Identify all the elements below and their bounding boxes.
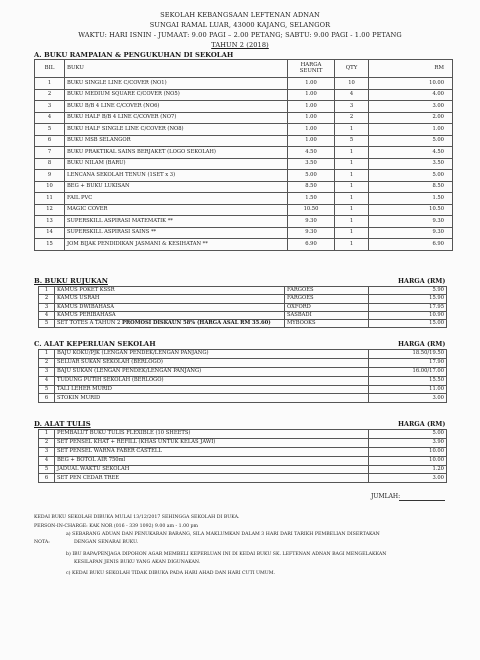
price: 5.00	[369, 430, 447, 439]
row-number: 1	[39, 350, 55, 359]
col-harga-seunit: HARGA SEUNIT	[288, 60, 335, 78]
section-a-header-row	[35, 60, 453, 78]
unit-price: 1.00	[288, 135, 335, 147]
item-name: FAIL PVC	[65, 193, 288, 205]
line-total: 4.00	[369, 89, 453, 101]
item-name: BAJU KOKU/PJK (LENGAN PENDEK/LENGAN PANJANG)	[55, 350, 369, 359]
row-number: 1	[39, 430, 55, 439]
item-name: KAMUS POKET KSSR	[57, 287, 115, 294]
note-a-line2: DENGAN SENARAI BUKU.	[74, 540, 139, 545]
item-name: TALI LEHER MURID	[55, 385, 369, 394]
section-d-row	[39, 430, 447, 439]
row-number: 2	[39, 438, 55, 447]
unit-price: 4.50	[288, 147, 335, 159]
item-name-cell	[55, 311, 285, 319]
section-d-row	[39, 474, 447, 483]
price: 3.00	[369, 474, 447, 483]
row-number: 13	[35, 216, 65, 228]
item-name: SET TOTES A TAHUN 2	[57, 320, 122, 327]
section-c-title: C. ALAT KEPERLUAN SEKOLAH	[34, 340, 156, 348]
line-total: 5.00	[369, 170, 453, 182]
row-number: 3	[39, 447, 55, 456]
item-name: BEG + BOTOL AIR 750ml	[55, 456, 369, 465]
price: 17.90	[369, 358, 447, 367]
school-name: SEKOLAH KEBANGSAAN LEFTENAN ADNAN	[160, 11, 320, 19]
unit-price: 3.50	[288, 158, 335, 170]
line-total: 10.00	[369, 78, 453, 90]
quantity: 1	[335, 193, 369, 205]
section-a-row	[35, 101, 453, 113]
section-a-row	[35, 89, 453, 101]
line-total: 9.30	[369, 227, 453, 239]
section-b-harga-header: HARGA (RM)	[398, 277, 446, 285]
item-name: BUKU NILAM (BARU)	[65, 158, 288, 170]
section-b-row	[39, 295, 447, 303]
item-name: LENCANA SEKOLAH TENUN (1SET x 3)	[65, 170, 288, 182]
section-b-table	[38, 286, 447, 328]
price: 16.00/17.00	[369, 367, 447, 376]
quantity: 1	[335, 124, 369, 136]
item-name-cell	[55, 303, 285, 311]
line-total: 8.50	[369, 181, 453, 193]
price: 10.00	[369, 456, 447, 465]
section-d-row	[39, 438, 447, 447]
row-number: 4	[39, 456, 55, 465]
item-name: KAMUS PERIBAHASA	[57, 311, 116, 318]
price: 10.00	[369, 447, 447, 456]
row-number: 6	[35, 135, 65, 147]
school-address: SUNGAI RAMAL LUAR, 43000 KAJANG, SELANGOR	[149, 21, 331, 29]
item-name: SET PEN CEDAR TREE	[55, 474, 369, 483]
row-number: 3	[35, 101, 65, 113]
quantity: 1	[335, 227, 369, 239]
section-d-table	[38, 429, 447, 483]
row-number: 14	[35, 227, 65, 239]
section-a-row	[35, 170, 453, 182]
row-number: 10	[35, 181, 65, 193]
item-name: KAMUS DWIBAHASA	[57, 303, 114, 310]
price: 15.90	[369, 295, 447, 303]
quantity: 1	[335, 158, 369, 170]
section-a-row	[35, 147, 453, 159]
publisher: FARGOES	[285, 295, 369, 303]
note-shop-open: KEDAI BUKU SEKOLAH DIBUKA MULAI 13/12/2017 SEHINGGA SEKOLAH DI BUKA.	[34, 515, 240, 520]
price: 11.00	[369, 385, 447, 394]
section-a-row	[35, 216, 453, 228]
row-number: 3	[39, 303, 55, 311]
section-b-row	[39, 311, 447, 319]
unit-price: 5.00	[288, 170, 335, 182]
row-number: 12	[35, 204, 65, 216]
price: 10.90	[369, 311, 447, 319]
item-name: JOM BIJAK PENDIDIKAN JASMANI & KESIHATAN **	[65, 239, 288, 251]
section-a-row	[35, 135, 453, 147]
row-number: 1	[35, 78, 65, 90]
section-c-harga-header: HARGA (RM)	[398, 340, 446, 348]
section-a-row	[35, 239, 453, 251]
section-c-row	[39, 394, 447, 403]
row-number: 5	[39, 385, 55, 394]
item-name: SET PENSEL KHAT + REFILL (KHAS UNTUK KELAS JAWI)	[55, 438, 369, 447]
publisher: OXFORD	[285, 303, 369, 311]
section-b-row	[39, 303, 447, 311]
line-total: 5.00	[369, 135, 453, 147]
item-name: BUKU HALF SINGLE LINE C/COVER (NO8)	[65, 124, 288, 136]
row-number: 8	[35, 158, 65, 170]
item-name: SUPERSKILL ASPIRASI MATEMATIK **	[65, 216, 288, 228]
section-c-row	[39, 385, 447, 394]
row-number: 5	[39, 465, 55, 474]
unit-price: 8.50	[288, 181, 335, 193]
publisher: MYBOOKS	[285, 320, 369, 328]
section-c-table	[38, 349, 447, 403]
section-b-row	[39, 287, 447, 295]
item-name: BUKU SINGLE LINE C/COVER (NO1)	[65, 78, 288, 90]
section-a-table	[34, 59, 453, 251]
note-b-line1: b) IBU BAPA/PENJAGA DIPOHON AGAR MEMBELI KEPERLUAN INI DI KEDAI BUKU SK. LEFTENAN ADNAN BAGI MENGELAKKAN	[66, 552, 387, 557]
line-total: 6.90	[369, 239, 453, 251]
row-number: 11	[35, 193, 65, 205]
row-number: 15	[35, 239, 65, 251]
unit-price: 1.50	[288, 193, 335, 205]
price: 5.90	[369, 287, 447, 295]
section-a-row	[35, 112, 453, 124]
quantity: 1	[335, 170, 369, 182]
item-name-cell	[55, 320, 285, 328]
line-total: 3.50	[369, 158, 453, 170]
note-a-line1: a) SEBARANG ADUAN DAN PENUKARAN BARANG, SILA MAKLUMKAN DALAM 3 HARI DARI TARIKH PEMBELIAN DISERTAKAN	[66, 532, 380, 537]
unit-price: 1.00	[288, 78, 335, 90]
section-a-row	[35, 227, 453, 239]
unit-price: 9.30	[288, 216, 335, 228]
item-name: BUKU HALF B/B 4 LINE C/COVER (NO7)	[65, 112, 288, 124]
item-name-cell	[55, 287, 285, 295]
row-number: 2	[39, 358, 55, 367]
quantity: 3	[335, 101, 369, 113]
publisher: SASBADI	[285, 311, 369, 319]
section-a-row	[35, 78, 453, 90]
row-number: 4	[39, 376, 55, 385]
unit-price: 6.90	[288, 239, 335, 251]
quantity: 1	[335, 239, 369, 251]
item-name: TUDUNG PUTIH SEKOLAH (BERLOGO)	[55, 376, 369, 385]
line-total: 9.30	[369, 216, 453, 228]
price: 3.00	[369, 394, 447, 403]
row-number: 5	[35, 124, 65, 136]
row-number: 2	[39, 295, 55, 303]
item-name: KAMUS USRAH	[57, 295, 100, 302]
item-name: SELUAR SUKAN SEKOLAH (BERLOGO)	[55, 358, 369, 367]
note-person-in-charge: PERSON-IN-CHARGE: KAK NOR (016 - 339 1092) 9.00 am - 1.00 pm	[34, 524, 198, 529]
publisher: FARGOES	[285, 287, 369, 295]
row-number: 4	[35, 112, 65, 124]
section-d-harga-header: HARGA (RM)	[398, 420, 446, 428]
col-bil: BIL	[35, 60, 65, 78]
item-name: MAGIC COVER	[65, 204, 288, 216]
col-buku: BUKU	[65, 60, 288, 78]
row-number: 2	[35, 89, 65, 101]
price: 17.95	[369, 303, 447, 311]
item-name: BAJU SUKAN (LENGAN PENDEK/LENGAN PANJANG)	[55, 367, 369, 376]
item-name: JADUAL WAKTU SEKOLAH	[55, 465, 369, 474]
note-b-line2: KESILAPAN JENIS BUKU YANG AKAN DIGUNAKAN.	[74, 560, 201, 565]
unit-price: 10.50	[288, 204, 335, 216]
section-a-row	[35, 204, 453, 216]
quantity: 1	[335, 147, 369, 159]
price: 15.00	[369, 320, 447, 328]
quantity: 10	[335, 78, 369, 90]
row-number: 5	[39, 320, 55, 328]
unit-price: 1.00	[288, 112, 335, 124]
section-a-title: A. BUKU RAMPAIAN & PENGUKUHAN DI SEKOLAH	[34, 51, 234, 59]
item-name: BUKU PRAKTIKAL SAINS BERJAKET (LOGO SEKOLAH)	[65, 147, 288, 159]
unit-price: 1.00	[288, 124, 335, 136]
row-number: 6	[39, 394, 55, 403]
section-c-row	[39, 376, 447, 385]
item-name: BEG + BUKU LUKISAN	[65, 181, 288, 193]
row-number: 3	[39, 367, 55, 376]
item-name: BUKU MEDIUM SQUARE C/COVER (NO5)	[65, 89, 288, 101]
section-a-row	[35, 158, 453, 170]
line-total: 10.50	[369, 204, 453, 216]
jumlah-line	[399, 500, 445, 501]
unit-price: 9.30	[288, 227, 335, 239]
note-c: c) KEDAI BUKU SEKOLAH TIDAK DIBUKA PADA HARI AHAD DAN HARI CUTI UMUM.	[66, 571, 276, 576]
section-c-row	[39, 350, 447, 359]
section-d-title: D. ALAT TULIS	[34, 420, 91, 428]
nota-label: NOTA:	[34, 540, 50, 545]
line-total: 3.00	[369, 101, 453, 113]
section-a-row	[35, 181, 453, 193]
quantity: 2	[335, 112, 369, 124]
quantity: 1	[335, 216, 369, 228]
quantity: 1	[335, 204, 369, 216]
item-name: SET PENSEL WARNA FABER CASTELL	[55, 447, 369, 456]
section-d-row	[39, 456, 447, 465]
item-name: PEMBALUT BUKU TULIS FLEXIBLE (10 SHEETS)	[55, 430, 369, 439]
line-total: 4.50	[369, 147, 453, 159]
grade-year: TAHUN 2 (2018)	[211, 41, 269, 49]
row-number: 7	[35, 147, 65, 159]
section-b-title: B. BUKU RUJUKAN	[34, 277, 108, 285]
line-total: 1.50	[369, 193, 453, 205]
line-total: 2.00	[369, 112, 453, 124]
section-a-row	[35, 193, 453, 205]
unit-price: 1.00	[288, 101, 335, 113]
col-qty: QTY	[335, 60, 369, 78]
section-c-row	[39, 358, 447, 367]
quantity: 5	[335, 135, 369, 147]
price: 1.20	[369, 465, 447, 474]
item-name: BUKU MSB SELANGOR	[65, 135, 288, 147]
row-number: 9	[35, 170, 65, 182]
line-total: 1.00	[369, 124, 453, 136]
item-name: BUKU B/B 4 LINE C/COVER (NO6)	[65, 101, 288, 113]
section-d-row	[39, 447, 447, 456]
section-a-row	[35, 124, 453, 136]
school-hours: WAKTU: HARI ISNIN - JUMAAT: 9.00 PAGI – 2.00 PETANG; SABTU: 9.00 PAGI - 1.00 PETANG	[78, 31, 402, 39]
row-number: 1	[39, 287, 55, 295]
section-c-row	[39, 367, 447, 376]
section-d-row	[39, 465, 447, 474]
item-name-cell	[55, 295, 285, 303]
row-number: 4	[39, 311, 55, 319]
jumlah-label: JUMLAH:	[371, 493, 401, 500]
quantity: 4	[335, 89, 369, 101]
item-name: STOKIN MURID	[55, 394, 369, 403]
item-name: SUPERSKILL ASPIRASI SAINS **	[65, 227, 288, 239]
price: 3.90	[369, 438, 447, 447]
col-rm: RM	[369, 60, 453, 78]
quantity: 1	[335, 181, 369, 193]
price: 18.50/19.50	[369, 350, 447, 359]
promo-text: PROMOSI DISKAUN 58% (HARGA ASAL RM 35.60)	[121, 320, 271, 327]
price: 15.50	[369, 376, 447, 385]
unit-price: 1.00	[288, 89, 335, 101]
row-number: 6	[39, 474, 55, 483]
section-b-row	[39, 320, 447, 328]
